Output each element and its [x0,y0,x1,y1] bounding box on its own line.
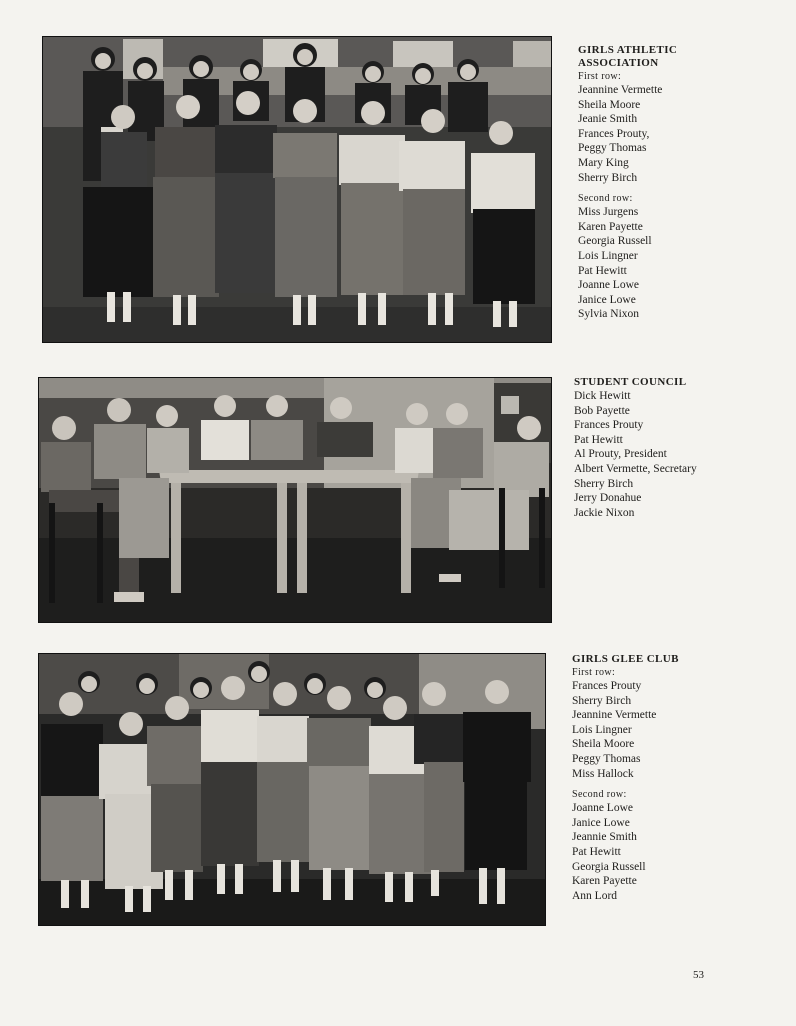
name-item: Sheila Moore [572,738,635,751]
name-item: Jeannine Vermette [578,84,663,96]
name-item: Sherry Birch [574,477,634,490]
gaa-caption [578,44,677,322]
glee-club-group-photo [38,653,546,926]
name-item: Joanne Lowe [578,279,639,292]
gaa-group-photo [42,36,552,343]
name-item: Mary King [578,156,629,169]
name-item: Al Prouty, President [574,448,667,461]
name-item: Sherry Birch [572,694,632,707]
council-member-names [574,389,697,520]
name-item: Pat Hewitt [572,845,621,858]
name-item: Miss Jurgens [578,206,639,219]
name-item: Peggy Thomas [572,752,641,765]
council-caption [574,376,697,520]
glee-club-title: GIRLS GLEE CLUB [572,653,679,665]
gaa-title-line2: ASSOCIATION [578,57,659,69]
gaa-first-row-label: First row: [578,71,622,82]
name-item: Karen Payette [572,875,637,888]
gaa-title-line1: GIRLS ATHLETIC [578,44,678,56]
name-item: Ann Lord [572,889,618,902]
glee-first-row-names [572,679,679,781]
name-item: Sherry Birch [578,171,638,184]
name-item: Jeannie Smith [572,831,637,844]
glee-club-caption [572,653,679,903]
gaa-second-row-names [578,205,677,322]
page-number: 53 [693,969,704,981]
glee-first-row-label: First row: [572,667,616,678]
name-item: Dick Hewitt [574,390,631,402]
glee-second-row-label: Second row: [572,789,627,801]
council-title: STUDENT COUNCIL [574,376,687,388]
name-item: Pat Hewitt [578,264,627,277]
name-item: Joanne Lowe [572,802,633,815]
name-item: Sylvia Nixon [578,308,640,321]
name-item: Jackie Nixon [574,506,635,519]
name-item: Georgia Russell [578,235,652,248]
glee-second-row-names [572,801,679,903]
name-item: Lois Lingner [572,723,632,736]
name-item: Frances Prouty [572,680,642,692]
name-item: Frances Prouty [574,419,644,432]
name-item: Miss Hallock [572,767,634,780]
name-item: Janice Lowe [578,293,636,306]
name-item: Bob Payette [574,404,630,417]
name-item: Jeanie Smith [578,113,638,126]
name-item: Lois Lingner [578,249,638,262]
name-item: Georgia Russell [572,860,646,873]
name-item: Frances Prouty, [578,127,650,140]
name-item: Albert Vermette, Secretary [574,462,697,475]
name-item: Peggy Thomas [578,142,647,155]
name-item: Janice Lowe [572,816,630,829]
council-group-photo [38,377,552,623]
gaa-second-row-label: Second row: [578,193,633,205]
name-item: Sheila Moore [578,98,641,111]
gaa-first-row-names [578,83,677,185]
name-item: Jeannine Vermette [572,709,657,722]
name-item: Pat Hewitt [574,433,623,446]
name-item: Jerry Donahue [574,492,642,505]
name-item: Karen Payette [578,220,643,233]
